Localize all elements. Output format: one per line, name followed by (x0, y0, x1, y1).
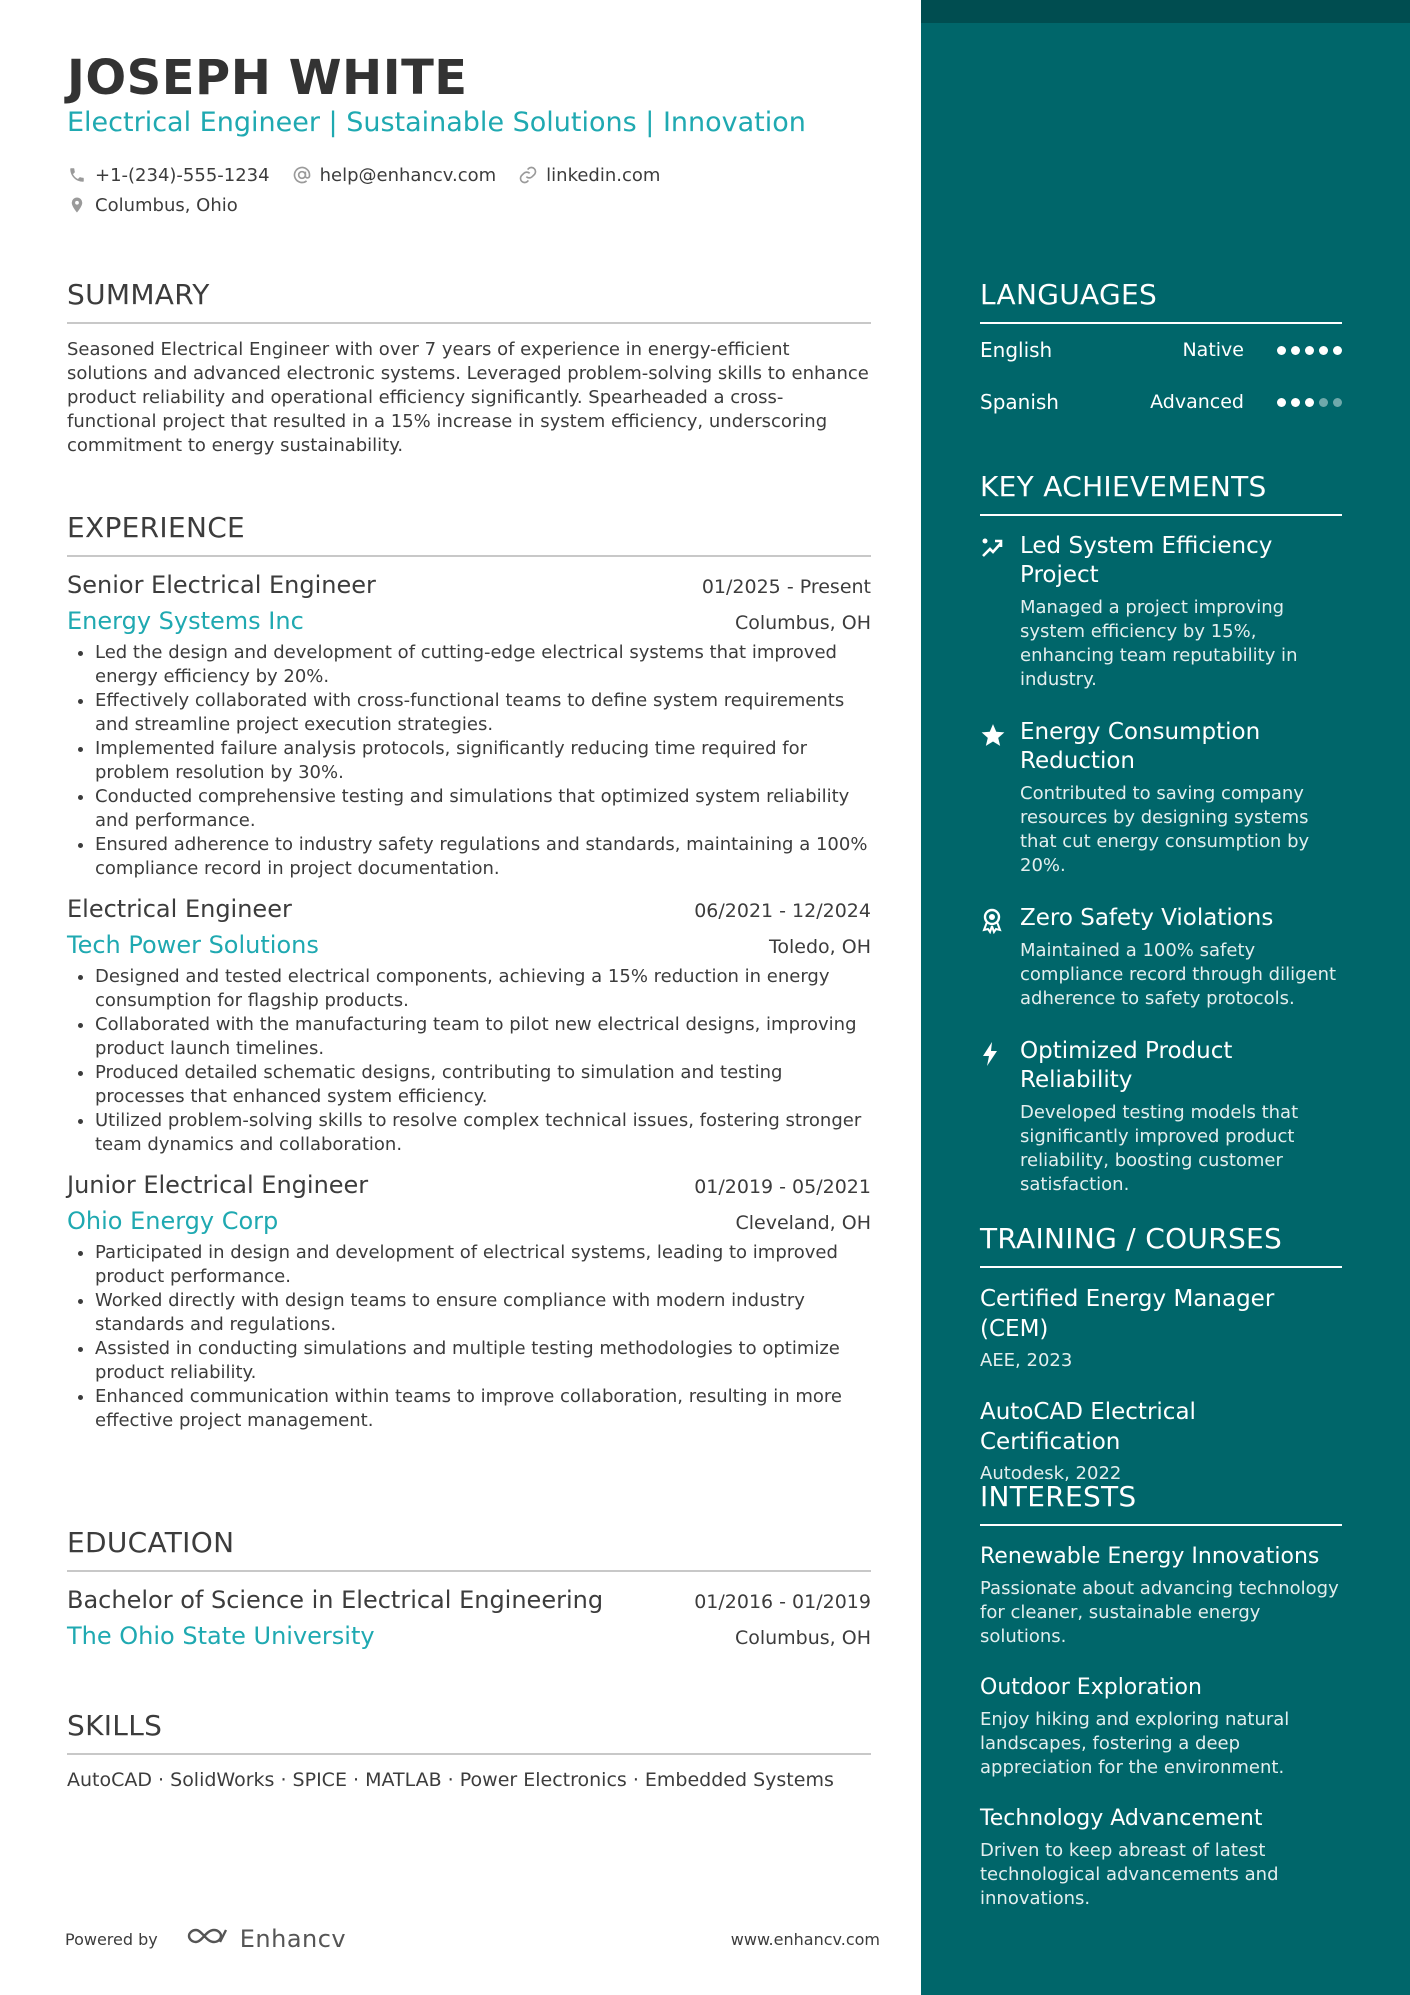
linkedin-text: linkedin.com (546, 164, 661, 186)
link-icon (518, 165, 538, 185)
company-name: Energy Systems Inc (67, 607, 304, 635)
job-bullet: • Led the design and development of cutting-edge electrical systems that improved energy efficiency by 20%. (95, 641, 871, 689)
brand-logo[interactable] (184, 1924, 346, 1954)
interest-title: Outdoor Exploration (980, 1675, 1202, 1700)
achievement-desc: Managed a project improving system efficiency by 15%, enhancing team reputability in industry. (1020, 597, 1298, 690)
interest-desc: Driven to keep abreast of latest technological advancements and innovations. (980, 1840, 1279, 1909)
infinity-icon (184, 1924, 230, 1954)
language-item (980, 376, 1342, 428)
interest-item (980, 1673, 1342, 1780)
skills-list: AutoCAD · SolidWorks · SPICE · MATLAB · Power Electronics · Embedded Systems (67, 1769, 834, 1791)
job-location: Toledo, OH (769, 936, 871, 958)
job-dates: 06/2021 - 12/2024 (694, 900, 871, 922)
sidebar-top-bar (921, 0, 1410, 23)
achievement-item (980, 1037, 1342, 1197)
powered-by (65, 1924, 346, 1954)
language-rating (1277, 346, 1342, 355)
education-title: EDUCATION (67, 1526, 871, 1572)
powered-by-label: Powered by (65, 1929, 158, 1949)
star-icon (980, 718, 1020, 878)
course-title: Certified Energy Manager (CEM) (980, 1286, 1275, 1342)
achievement-item (980, 532, 1342, 692)
job-bullet: • Collaborated with the manufacturing team to pilot new electrical designs, improving product launch timelines. (95, 1013, 871, 1061)
education-section (67, 1526, 871, 1650)
job-bullet: • Conducted comprehensive testing and simulations that optimized system reliability and performance. (95, 785, 871, 833)
course-provider: Autodesk, 2022 (980, 1463, 1122, 1484)
location-text: Columbus, Ohio (95, 194, 238, 216)
course-title: AutoCAD Electrical Certification (980, 1399, 1196, 1455)
job-bullets (67, 1241, 871, 1433)
job-bullets (67, 965, 871, 1157)
brand-name: Enhancv (239, 1925, 347, 1953)
job-title: Junior Electrical Engineer (67, 1171, 369, 1199)
language-item (980, 324, 1342, 376)
rating-dot (1277, 398, 1286, 407)
summary-title: SUMMARY (67, 278, 871, 324)
chart-arrow-icon (980, 532, 1020, 692)
experience-title: EXPERIENCE (67, 511, 871, 557)
interests-title: INTERESTS (980, 1480, 1342, 1526)
contact-email[interactable] (292, 165, 497, 186)
company-name: Tech Power Solutions (67, 931, 319, 959)
job-title: Electrical Engineer (67, 895, 292, 923)
contact-phone[interactable] (67, 165, 270, 186)
job-location: Columbus, OH (734, 612, 871, 634)
headline: Electrical Engineer | Sustainable Solutions | Innovation (67, 107, 806, 138)
job-dates: 01/2025 - Present (701, 576, 871, 598)
job-bullet: • Worked directly with design teams to ensure compliance with modern industry standards and regulations. (95, 1289, 871, 1337)
education-dates: 01/2016 - 01/2019 (694, 1591, 871, 1613)
job-location: Cleveland, OH (735, 1212, 871, 1234)
interests-section (980, 1480, 1342, 1911)
job-bullet: • Participated in design and development of electrical systems, leading to improved product performance. (95, 1241, 871, 1289)
course-provider: AEE, 2023 (980, 1350, 1073, 1371)
achievement-title: Energy Consumption Reduction (1020, 719, 1261, 774)
rating-dot (1291, 398, 1300, 407)
course-item (980, 1284, 1342, 1371)
education-entry (67, 1586, 871, 1650)
job-bullets (67, 641, 871, 881)
training-title: TRAINING / COURSES (980, 1222, 1342, 1268)
footer-url[interactable]: www.enhancv.com (730, 1929, 880, 1949)
achievement-title: Optimized Product Reliability (1020, 1038, 1233, 1093)
interest-item (980, 1804, 1342, 1911)
achievement-item (980, 904, 1342, 1011)
interest-desc: Enjoy hiking and exploring natural landscapes, fostering a deep appreciation for the environment. (980, 1709, 1290, 1778)
achievement-title: Led System Efficiency Project (1020, 533, 1273, 588)
summary-section (67, 278, 871, 458)
job-bullet: • Designed and tested electrical components, achieving a 15% reduction in energy consumption for flagship products. (95, 965, 871, 1013)
school-name: The Ohio State University (67, 1622, 375, 1650)
job-title: Senior Electrical Engineer (67, 571, 376, 599)
email-text: help@enhancv.com (319, 164, 497, 186)
interest-desc: Passionate about advancing technology for cleaner, sustainable energy solutions. (980, 1578, 1339, 1647)
language-level: Native (1182, 339, 1244, 361)
interest-title: Renewable Energy Innovations (980, 1544, 1320, 1569)
job-entry (67, 571, 871, 881)
experience-section (67, 511, 871, 1433)
phone-icon (67, 165, 87, 185)
job-bullet: • Effectively collaborated with cross-functional teams to define system requirements and streamline project execution strategies. (95, 689, 871, 737)
achievement-desc: Contributed to saving company resources by designing systems that cut energy consumption by 20%. (1020, 783, 1310, 876)
interest-title: Technology Advancement (980, 1806, 1263, 1831)
summary-text: Seasoned Electrical Engineer with over 7 years of experience in energy-efficient solutions and advanced electronic systems. Leveraged problem-solving skills to enhance product reliability and operational efficiency significantly. Spearheaded a cross-functional project that resulted in a 15% increase in system efficiency, underscoring commitment to energy sustainability. (67, 339, 869, 456)
footer (65, 1924, 880, 1954)
interest-item (980, 1542, 1342, 1649)
contact-linkedin[interactable] (518, 165, 660, 186)
course-item (980, 1397, 1342, 1484)
language-name: English (980, 338, 1053, 362)
job-bullet: • Implemented failure analysis protocols, significantly reducing time required for problem resolution by 30%. (95, 737, 871, 785)
rating-dot (1333, 398, 1342, 407)
job-entry (67, 895, 871, 1157)
company-name: Ohio Energy Corp (67, 1207, 279, 1235)
rating-dot (1333, 346, 1342, 355)
at-icon (292, 165, 312, 185)
rating-dot (1277, 346, 1286, 355)
contact-info (67, 160, 867, 220)
job-dates: 01/2019 - 05/2021 (694, 1176, 871, 1198)
rating-dot (1291, 346, 1300, 355)
achievement-desc: Maintained a 100% safety compliance record through diligent adherence to safety protocols. (1020, 940, 1337, 1009)
job-bullet: • Ensured adherence to industry safety regulations and standards, maintaining a 100% compliance record in project documentation. (95, 833, 871, 881)
achievement-item (980, 718, 1342, 878)
candidate-name: JOSEPH WHITE (67, 50, 468, 106)
contact-location (67, 195, 238, 216)
achievements-title: KEY ACHIEVEMENTS (980, 470, 1342, 516)
location-pin-icon (67, 195, 87, 215)
job-bullet: • Produced detailed schematic designs, contributing to simulation and testing processes that enhanced system efficiency. (95, 1061, 871, 1109)
job-bullet: • Utilized problem-solving skills to resolve complex technical issues, fostering stronger team dynamics and collaboration. (95, 1109, 871, 1157)
job-entry (67, 1171, 871, 1433)
languages-section (980, 278, 1342, 428)
rating-dot (1305, 346, 1314, 355)
job-bullet: • Assisted in conducting simulations and multiple testing methodologies to optimize product reliability. (95, 1337, 871, 1385)
language-level: Advanced (1150, 391, 1244, 413)
achievements-section (980, 470, 1342, 1197)
languages-title: LANGUAGES (980, 278, 1342, 324)
skills-section (67, 1709, 871, 1791)
sidebar (921, 0, 1410, 1995)
training-section (980, 1222, 1342, 1484)
phone-text: +1-(234)-555-1234 (95, 164, 270, 186)
rating-dot (1319, 398, 1328, 407)
skills-title: SKILLS (67, 1709, 871, 1755)
award-icon (980, 904, 1020, 1011)
degree: Bachelor of Science in Electrical Engineering (67, 1586, 604, 1614)
rating-dot (1305, 398, 1314, 407)
lightning-icon (980, 1037, 1020, 1197)
language-rating (1277, 398, 1342, 407)
language-name: Spanish (980, 390, 1059, 414)
achievement-title: Zero Safety Violations (1020, 905, 1274, 931)
rating-dot (1319, 346, 1328, 355)
job-bullet: • Enhanced communication within teams to improve collaboration, resulting in more effective project management. (95, 1385, 871, 1433)
school-location: Columbus, OH (734, 1627, 871, 1649)
achievement-desc: Developed testing models that significantly improved product reliability, boosting customer satisfaction. (1020, 1102, 1299, 1195)
